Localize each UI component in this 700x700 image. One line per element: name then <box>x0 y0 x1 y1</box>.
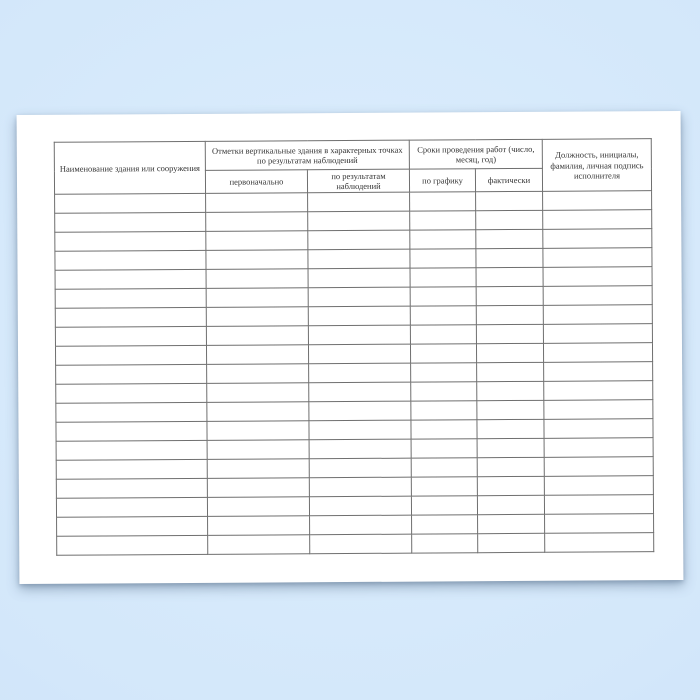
empty-cell <box>410 325 476 344</box>
empty-cell <box>544 400 653 420</box>
empty-cell <box>476 306 543 325</box>
header-building-name: Наименование здания или сооружения <box>54 141 205 194</box>
empty-cell <box>410 344 476 363</box>
observation-log-table <box>54 138 655 556</box>
empty-cell <box>411 439 477 458</box>
empty-cell <box>309 383 411 403</box>
empty-cell <box>478 515 545 534</box>
empty-cell <box>411 458 477 477</box>
header-by-schedule: по графику <box>409 169 475 193</box>
empty-cell <box>56 441 207 461</box>
empty-cell <box>410 211 476 230</box>
empty-cell <box>476 344 543 363</box>
empty-cell <box>56 479 207 499</box>
empty-cell <box>545 533 654 553</box>
empty-cell <box>56 365 207 385</box>
empty-cell <box>410 268 476 287</box>
empty-cell <box>544 476 653 496</box>
empty-cell <box>206 288 308 308</box>
empty-cell <box>55 327 206 347</box>
empty-cell <box>476 249 543 268</box>
empty-cell <box>55 194 206 214</box>
empty-cell <box>309 421 411 441</box>
empty-cell <box>477 382 544 401</box>
empty-cell <box>309 364 411 384</box>
empty-cell <box>411 382 477 401</box>
empty-cell <box>543 267 652 287</box>
empty-cell <box>56 460 207 480</box>
empty-cell <box>207 440 309 460</box>
empty-cell <box>478 534 545 553</box>
table-body <box>55 191 654 556</box>
empty-cell <box>476 325 543 344</box>
empty-cell <box>477 363 544 382</box>
empty-cell <box>476 287 543 306</box>
empty-cell <box>309 497 411 517</box>
empty-cell <box>543 210 652 230</box>
empty-cell <box>207 402 309 422</box>
table-row <box>57 533 654 556</box>
empty-cell <box>544 362 653 382</box>
empty-cell <box>309 402 411 422</box>
empty-cell <box>207 421 309 441</box>
empty-cell <box>410 306 476 325</box>
table-header <box>54 139 651 195</box>
empty-cell <box>543 286 652 306</box>
empty-cell <box>57 517 208 537</box>
empty-cell <box>477 420 544 439</box>
empty-cell <box>57 536 208 556</box>
empty-cell <box>55 289 206 309</box>
empty-cell <box>411 477 477 496</box>
empty-cell <box>543 191 652 211</box>
empty-cell <box>207 383 309 403</box>
empty-cell <box>308 326 410 346</box>
empty-cell <box>309 440 411 460</box>
empty-cell <box>207 497 309 517</box>
empty-cell <box>410 230 476 249</box>
empty-cell <box>308 288 410 308</box>
empty-cell <box>310 516 412 536</box>
empty-cell <box>308 345 410 365</box>
empty-cell <box>411 420 477 439</box>
empty-cell <box>476 211 543 230</box>
empty-cell <box>207 364 309 384</box>
empty-cell <box>410 249 476 268</box>
empty-cell <box>208 516 310 536</box>
empty-cell <box>410 287 476 306</box>
empty-cell <box>55 308 206 328</box>
empty-cell <box>55 213 206 233</box>
empty-cell <box>476 268 543 287</box>
empty-cell <box>56 403 207 423</box>
empty-cell <box>308 307 410 327</box>
empty-cell <box>55 270 206 290</box>
empty-cell <box>410 192 476 211</box>
empty-cell <box>543 324 652 344</box>
empty-cell <box>55 232 206 252</box>
empty-cell <box>309 459 411 479</box>
empty-cell <box>543 248 652 268</box>
empty-cell <box>206 250 308 270</box>
header-initially: первоначально <box>205 170 307 194</box>
document-page <box>17 111 684 584</box>
empty-cell <box>55 251 206 271</box>
empty-cell <box>477 401 544 420</box>
empty-cell <box>477 439 544 458</box>
empty-cell <box>411 401 477 420</box>
empty-cell <box>544 419 653 439</box>
empty-cell <box>545 514 654 534</box>
header-work-dates-group: Сроки проведения работ (число, месяц, год) <box>409 139 542 169</box>
empty-cell <box>206 231 308 251</box>
header-group-row <box>54 139 651 172</box>
empty-cell <box>543 305 652 325</box>
empty-cell <box>544 457 653 477</box>
empty-cell <box>476 230 543 249</box>
empty-cell <box>206 212 308 232</box>
empty-cell <box>56 498 207 518</box>
empty-cell <box>476 192 543 211</box>
empty-cell <box>544 438 653 458</box>
empty-cell <box>206 307 308 327</box>
empty-cell <box>207 459 309 479</box>
empty-cell <box>543 343 652 363</box>
empty-cell <box>309 478 411 498</box>
empty-cell <box>543 229 652 249</box>
empty-cell <box>411 496 477 515</box>
empty-cell <box>544 381 653 401</box>
empty-cell <box>208 535 310 555</box>
empty-cell <box>411 363 477 382</box>
empty-cell <box>56 384 207 404</box>
empty-cell <box>544 495 653 515</box>
empty-cell <box>206 269 308 289</box>
empty-cell <box>55 346 206 366</box>
empty-cell <box>206 345 308 365</box>
empty-cell <box>477 477 544 496</box>
empty-cell <box>206 193 308 213</box>
empty-cell <box>308 193 410 213</box>
empty-cell <box>308 269 410 289</box>
header-executor: Должность, инициалы, фамилия, личная подпись исполнителя <box>542 139 651 192</box>
empty-cell <box>412 515 478 534</box>
empty-cell <box>310 535 412 555</box>
empty-cell <box>206 326 308 346</box>
empty-cell <box>308 212 410 232</box>
empty-cell <box>56 422 207 442</box>
empty-cell <box>308 231 410 251</box>
empty-cell <box>477 496 544 515</box>
header-by-observations: по результатам наблюдений <box>307 169 409 193</box>
empty-cell <box>207 478 309 498</box>
header-elevation-marks-group: Отметки вертикальные здания в характерных точках по результатам наблюдений <box>205 140 409 170</box>
header-actual: фактически <box>475 168 542 192</box>
empty-cell <box>477 458 544 477</box>
empty-cell <box>412 534 478 553</box>
empty-cell <box>308 250 410 270</box>
